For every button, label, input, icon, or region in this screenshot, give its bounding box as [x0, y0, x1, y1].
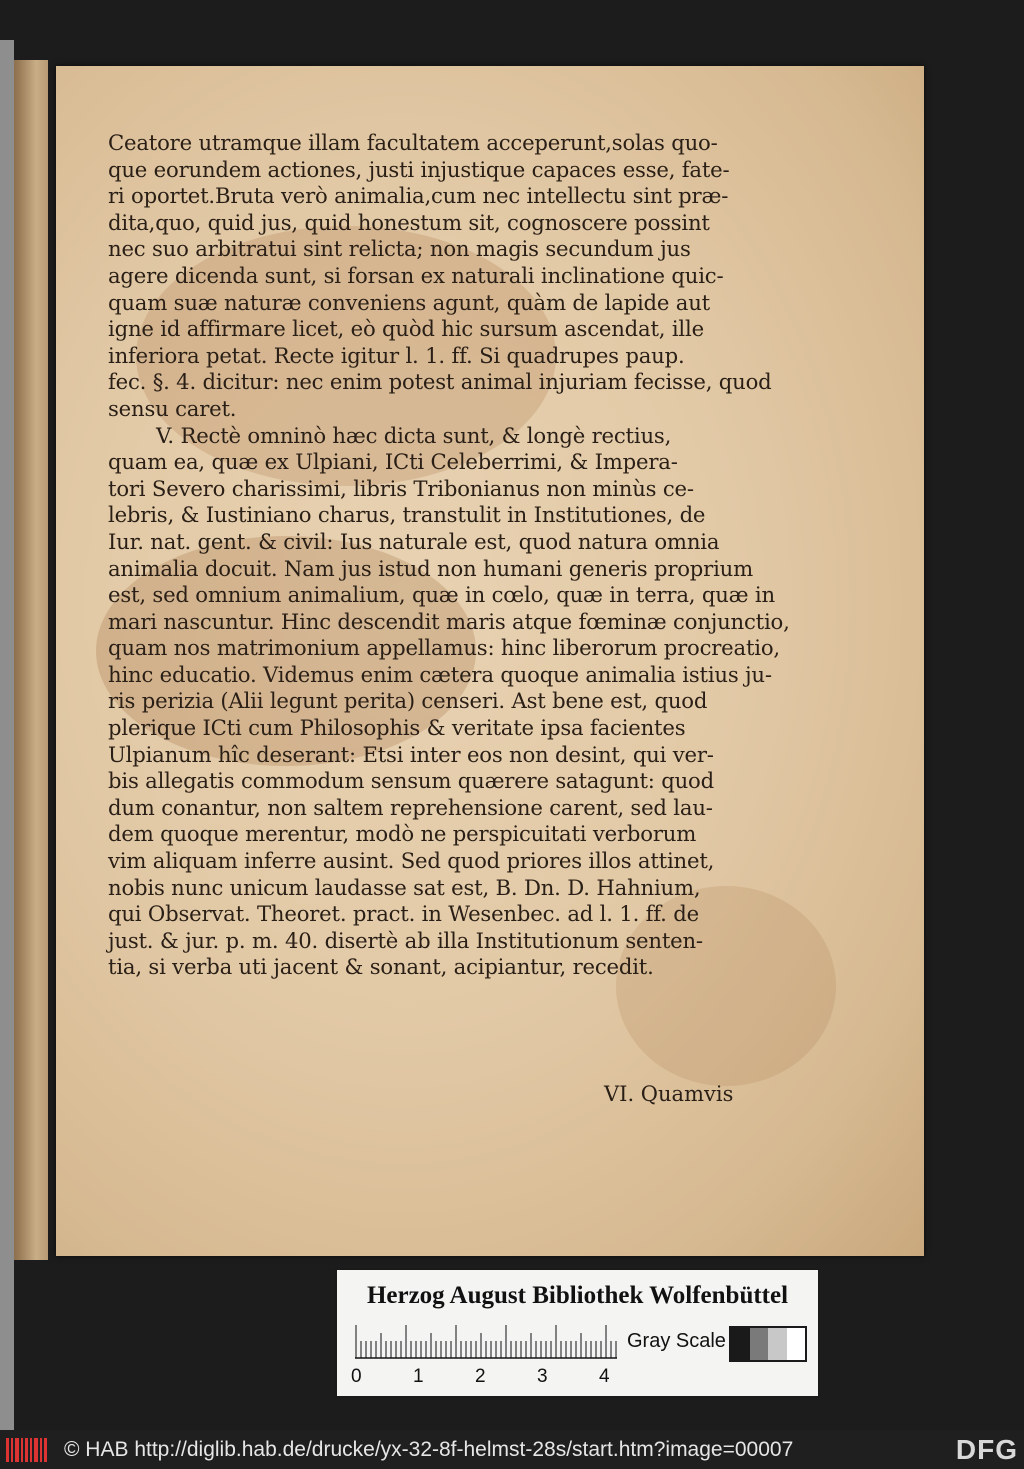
- text-line: mari nascuntur. Hinc descendit maris atque fœminæ conjunctio,: [108, 608, 790, 634]
- source-url-text: © HAB http://diglib.hab.de/drucke/yx-32-8f-helmst-28s/start.htm?image=00007: [64, 1438, 794, 1461]
- text-line: lebris, & Iustiniano charus, transtulit in Institutiones, de: [108, 502, 706, 528]
- gray-swatch: [750, 1328, 769, 1360]
- text-line: just. & jur. p. m. 40. disertè ab illa Institutionum senten-: [108, 927, 703, 953]
- text-line: plerique ICti cum Philosophis & veritate ipsa facientes: [108, 715, 686, 741]
- library-title: Herzog August Bibliothek Wolfenbüttel: [366, 1282, 789, 1309]
- ruler-scale: [355, 1325, 617, 1359]
- text-line: Ulpianum hîc deserant: Etsi inter eos non desint, qui ver-: [108, 741, 714, 767]
- barcode-icon: [6, 1438, 48, 1462]
- text-line: quam suæ naturæ conveniens agunt, quàm de lapide aut: [108, 289, 710, 315]
- text-line: Iur. nat. gent. & civil: Ius naturale est, quod natura omnia: [108, 528, 720, 554]
- text-line: fec. §. 4. dicitur: nec enim potest animal injuriam fecisse, quod: [108, 369, 772, 395]
- text-line: ri oportet.Bruta verò animalia,cum nec intellectu sint præ-: [108, 183, 729, 209]
- text-line: que eorundem actiones, justi injustique capaces esse, fate-: [108, 156, 730, 182]
- gray-swatch: [731, 1328, 750, 1360]
- catchword: VI. Quamvis: [604, 1082, 734, 1106]
- footer-bar: [0, 1430, 1024, 1469]
- ruler-number: 3: [537, 1366, 548, 1387]
- text-line: animalia docuit. Nam jus istud non humani generis proprium: [108, 555, 754, 581]
- text-line: dum conantur, non saltem reprehensione carent, sed lau-: [108, 794, 713, 820]
- gray-swatch: [768, 1328, 787, 1360]
- text-line: inferiora petat. Recte igitur l. 1. ff. Si quadrupes paup.: [108, 342, 685, 368]
- dfg-logo: DFG: [952, 1434, 1018, 1466]
- text-line: bis allegatis commodum sensum quærere satagunt: quod: [108, 768, 714, 794]
- text-line: V. Rectè omninò hæc dicta sunt, & longè rectius,: [156, 422, 672, 448]
- text-line: sensu caret.: [108, 395, 237, 421]
- ruler-number: 0: [351, 1366, 362, 1387]
- text-line: vim aliquam inferre ausint. Sed quod priores illos attinet,: [108, 848, 715, 874]
- color-card: [335, 1268, 820, 1398]
- text-line: tori Severo charissimi, libris Tribonianus non minùs ce-: [108, 475, 694, 501]
- text-line: Ceatore utramque illam facultatem acceperunt,solas quo-: [108, 130, 718, 155]
- text-line: hinc educatio. Videmus enim cætera quoque animalia istius ju-: [108, 661, 772, 687]
- text-line: nobis nunc unicum laudasse sat est, B. Dn. D. Hahnium,: [108, 874, 701, 900]
- text-line: igne id affirmare licet, eò quòd hic sursum ascendat, ille: [108, 316, 704, 342]
- text-line: ris perizia (Alii legunt perita) censeri. Ast bene est, quod: [108, 688, 708, 714]
- scan-edge-strip: [0, 40, 14, 1430]
- gray-swatch: [787, 1328, 806, 1360]
- ruler-number: 4: [599, 1366, 610, 1387]
- text-line: quam nos matrimonium appellamus: hinc liberorum procreatio,: [108, 635, 780, 661]
- text-line: qui Observat. Theoret. pract. in Wesenbec. ad l. 1. ff. de: [108, 901, 699, 927]
- text-line: dita,quo, quid jus, quid honestum sit, cognoscere possint: [108, 209, 710, 235]
- text-line: est, sed omnium animalium, quæ in cœlo, quæ in terra, quæ in: [108, 582, 775, 608]
- text-line: dem quoque merentur, modò ne perspicuitati verborum: [108, 821, 697, 847]
- text-line: tia, si verba uti jacent & sonant, acipiantur, recedit.: [108, 954, 654, 980]
- ruler-number: 1: [413, 1366, 424, 1387]
- ruler-number: 2: [475, 1366, 486, 1387]
- gray-scale-swatches: [729, 1326, 807, 1362]
- gray-scale-label: Gray Scale: [627, 1330, 726, 1352]
- text-line: nec suo arbitratui sint relicta; non magis secundum jus: [108, 236, 691, 262]
- text-line: quam ea, quæ ex Ulpiani, ICti Celeberrimi, & Impera-: [108, 449, 678, 475]
- text-line: agere dicenda sunt, si forsan ex naturali inclinatione quic-: [108, 262, 724, 288]
- page-text: [108, 130, 790, 981]
